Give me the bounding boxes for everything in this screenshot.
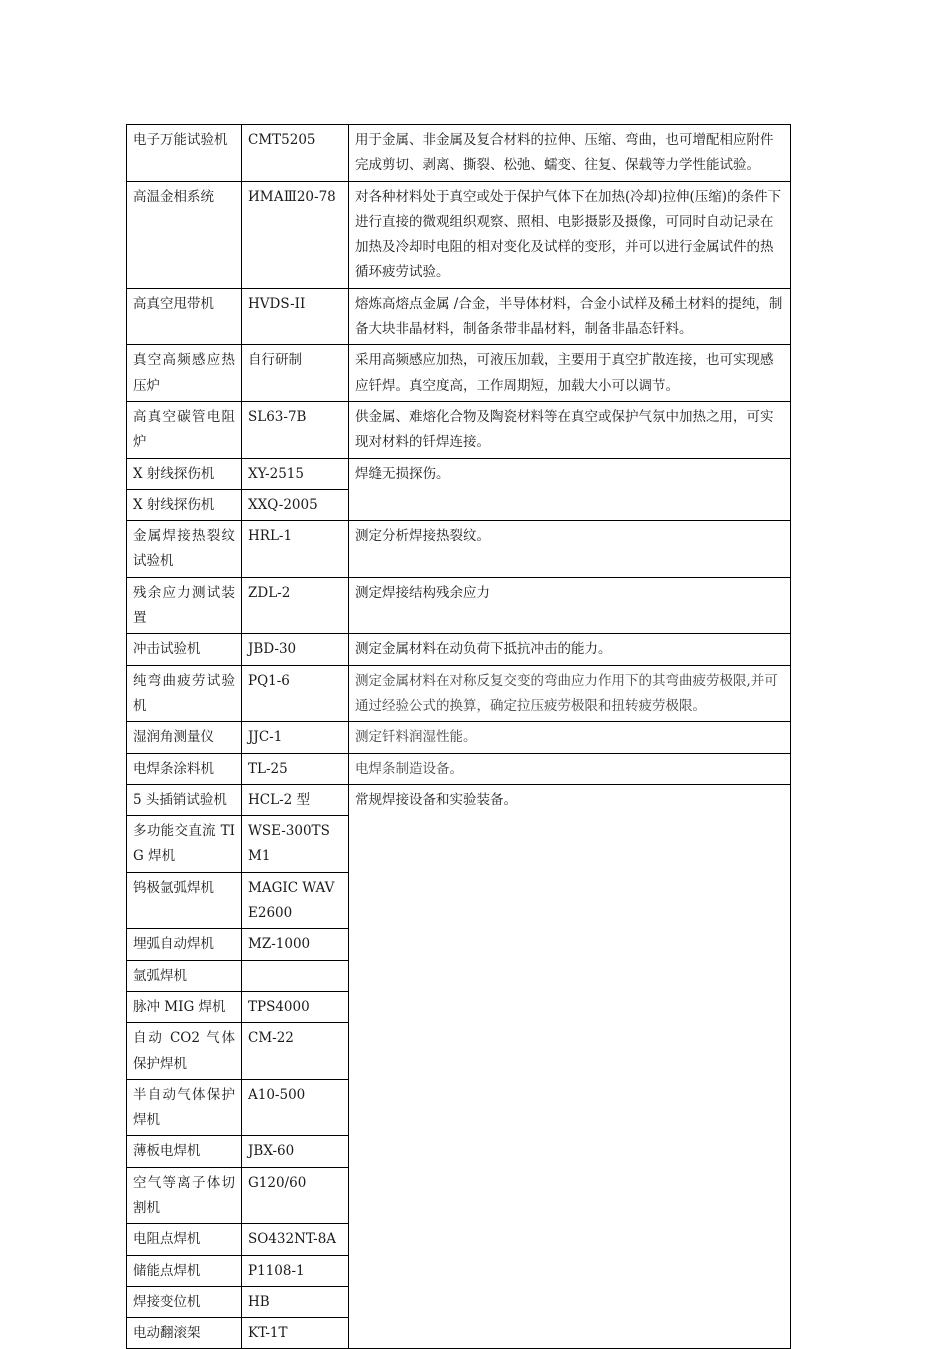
equipment-name: 高真空碳管电阻炉 (127, 401, 242, 458)
table-row (127, 753, 791, 784)
equipment-name: 薄板电焊机 (127, 1136, 242, 1167)
equipment-name: 多功能交直流 TIG 焊机 (127, 816, 242, 873)
equipment-description: 电焊条制造设备。 (349, 753, 791, 784)
equipment-description: 测定钎料润湿性能。 (349, 722, 791, 753)
equipment-name: 湿润角测量仪 (127, 722, 242, 753)
equipment-model: CMT5205 (242, 125, 349, 182)
equipment-model: SL63-7B (242, 401, 349, 458)
equipment-model: A10-500 (242, 1079, 349, 1136)
table-row (127, 784, 791, 815)
equipment-model: WSE-300TSM1 (242, 816, 349, 873)
equipment-model (242, 960, 349, 991)
equipment-model: MAGIC WAVE2600 (242, 872, 349, 929)
equipment-description: 测定金属材料在对称反复交变的弯曲应力作用下的其弯曲疲劳极限,并可通过经验公式的换算，确定拉压疲劳极限和扭转疲劳极限。 (349, 665, 791, 722)
equipment-model: ZDL-2 (242, 577, 349, 634)
equipment-description: 供金属、难熔化合物及陶瓷材料等在真空或保护气氛中加热之用，可实现对材料的钎焊连接。 (349, 401, 791, 458)
equipment-name: 纯弯曲疲劳试验机 (127, 665, 242, 722)
equipment-name: 焊接变位机 (127, 1286, 242, 1317)
equipment-description: 测定焊接结构残余应力 (349, 577, 791, 634)
table-row (127, 521, 791, 578)
equipment-name: 自动 CO2 气体保护焊机 (127, 1023, 242, 1080)
equipment-model: TL-25 (242, 753, 349, 784)
equipment-description: 测定分析焊接热裂纹。 (349, 521, 791, 578)
equipment-model: PQ1-6 (242, 665, 349, 722)
equipment-name: 冲击试验机 (127, 634, 242, 665)
equipment-model: JJC-1 (242, 722, 349, 753)
equipment-name: 电焊条涂料机 (127, 753, 242, 784)
equipment-description: 对各种材料处于真空或处于保护气体下在加热(冷却)拉伸(压缩)的条件下进行直接的微观组织观察、照相、电影摄影及摄像，可同时自动记录在加热及冷却时电阻的相对变化及试样的变形，并可以进行金属试件的热循环疲劳试验。 (349, 181, 791, 288)
equipment-model: HB (242, 1286, 349, 1317)
equipment-name: X 射线探伤机 (127, 458, 242, 489)
equipment-model: HRL-1 (242, 521, 349, 578)
table-row (127, 634, 791, 665)
equipment-model: SO432NT-8A (242, 1224, 349, 1255)
equipment-model: ИМАⅢ20-78 (242, 181, 349, 288)
table-row (127, 345, 791, 402)
equipment-model: JBD-30 (242, 634, 349, 665)
equipment-description: 常规焊接设备和实验装备。 (349, 784, 791, 1349)
table-row (127, 125, 791, 182)
equipment-model: JBX-60 (242, 1136, 349, 1167)
equipment-model: P1108-1 (242, 1255, 349, 1286)
table-row (127, 665, 791, 722)
equipment-model: XY-2515 (242, 458, 349, 489)
table-row (127, 181, 791, 288)
table-row (127, 401, 791, 458)
equipment-name: 电阻点焊机 (127, 1224, 242, 1255)
equipment-description: 采用高频感应加热，可液压加载，主要用于真空扩散连接，也可实现感应钎焊。真空度高，工作周期短，加载大小可以调节。 (349, 345, 791, 402)
equipment-name: 空气等离子体切割机 (127, 1167, 242, 1224)
equipment-name: 钨极氩弧焊机 (127, 872, 242, 929)
equipment-table (126, 124, 791, 1349)
table-row (127, 458, 791, 489)
equipment-name: 金属焊接热裂纹试验机 (127, 521, 242, 578)
equipment-description: 用于金属、非金属及复合材料的拉伸、压缩、弯曲，也可增配相应附件完成剪切、剥离、撕裂、松弛、蠕变、往复、保载等力学性能试验。 (349, 125, 791, 182)
equipment-name: 真空高频感应热压炉 (127, 345, 242, 402)
equipment-model: TPS4000 (242, 991, 349, 1022)
equipment-name: X 射线探伤机 (127, 489, 242, 520)
equipment-model: HCL-2 型 (242, 784, 349, 815)
equipment-name: 半自动气体保护焊机 (127, 1079, 242, 1136)
equipment-name: 高真空甩带机 (127, 288, 242, 345)
table-row (127, 288, 791, 345)
equipment-name: 残余应力测试装置 (127, 577, 242, 634)
equipment-description: 焊缝无损探伤。 (349, 458, 791, 521)
equipment-name: 高温金相系统 (127, 181, 242, 288)
equipment-model: G120/60 (242, 1167, 349, 1224)
table-row (127, 577, 791, 634)
equipment-name: 埋弧自动焊机 (127, 929, 242, 960)
equipment-name: 电子万能试验机 (127, 125, 242, 182)
equipment-name: 储能点焊机 (127, 1255, 242, 1286)
equipment-model: XXQ-2005 (242, 489, 349, 520)
equipment-model: CM-22 (242, 1023, 349, 1080)
equipment-name: 5 头插销试验机 (127, 784, 242, 815)
equipment-name: 电动翻滚架 (127, 1318, 242, 1349)
table-row (127, 722, 791, 753)
equipment-description: 测定金属材料在动负荷下抵抗冲击的能力。 (349, 634, 791, 665)
equipment-description: 熔炼高熔点金属 /合金，半导体材料，合金小试样及稀土材料的提纯，制备大块非晶材料，制备条带非晶材料，制备非晶态钎料。 (349, 288, 791, 345)
equipment-model: MZ-1000 (242, 929, 349, 960)
equipment-model: 自行研制 (242, 345, 349, 402)
equipment-model: KT-1T (242, 1318, 349, 1349)
equipment-name: 氩弧焊机 (127, 960, 242, 991)
equipment-name: 脉冲 MIG 焊机 (127, 991, 242, 1022)
equipment-model: HVDS-II (242, 288, 349, 345)
